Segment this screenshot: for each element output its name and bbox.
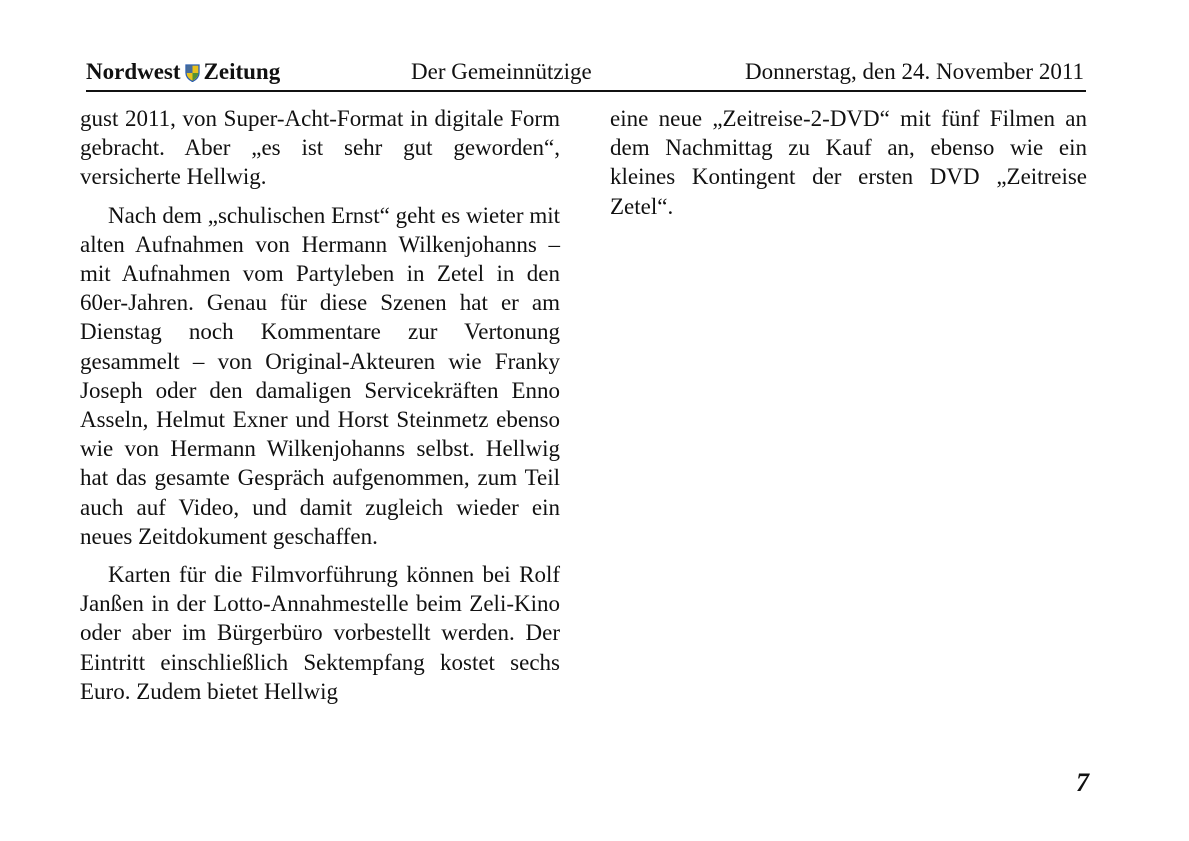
- newspaper-brand: [86, 58, 280, 86]
- paragraph: gust 2011, von Super-Acht-Format in digitale Form gebracht. Aber „es ist sehr gut geworden“, versicherte Hellwig.: [80, 106, 560, 190]
- publication-date: Donnerstag, den 24. November 2011: [745, 59, 1084, 84]
- coat-of-arms-icon: [185, 64, 200, 82]
- article-column-left: [80, 104, 560, 715]
- publication-title: Der Gemeinnützige: [411, 59, 592, 84]
- page-number: 7: [1076, 768, 1089, 797]
- paragraph: Karten für die Filmvorführung können bei Rolf Janßen in der Lotto-Annahmestelle beim Zeli-Kino oder aber im Bürgerbüro vorbestellt werden. Der Eintritt einschließlich Sektempfang kostet sechs Euro. Zudem bietet Hellwig: [80, 562, 560, 704]
- article-column-right: [610, 104, 1087, 230]
- page-header: [86, 58, 1086, 92]
- paragraph: Nach dem „schulischen Ernst“ geht es wieter mit alten Aufnahmen von Hermann Wilkenjohanns – mit Aufnahmen vom Partyleben in Zetel in den 60er-Jahren. Genau für diese Szenen hat er am Dienstag noch Kommentare zur Vertonung gesammelt – von Original-Akteuren wie Franky Joseph oder den damaligen Servicekräften Enno Asseln, Helmut Exner und Horst Steinmetz ebenso wie von Hermann Wilkenjohanns selbst. Hellwig hat das gesamte Gespräch aufgenommen, zum Teil auch auf Video, und damit zugleich wieder ein neues Zeitdokument geschaffen.: [80, 202, 560, 549]
- paragraph: eine neue „Zeitreise-2-DVD“ mit fünf Filmen an dem Nachmittag zu Kauf an, ebenso wie ein kleines Kontingent der ersten DVD „Zeitreise Zetel“.: [610, 106, 1087, 219]
- brand-name-right: Zeitung: [203, 59, 281, 84]
- brand-name-left: Nordwest: [86, 59, 181, 84]
